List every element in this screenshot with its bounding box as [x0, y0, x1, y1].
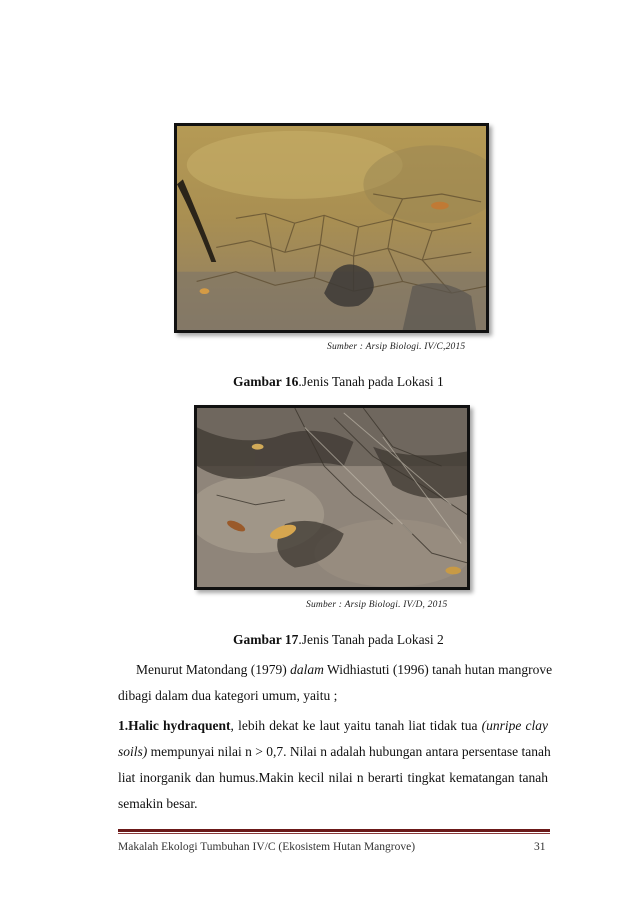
- figure-16-caption-text: .Jenis Tanah pada Lokasi 1: [298, 374, 444, 389]
- water-soil-image: [177, 126, 486, 330]
- footer-rule-thin: [118, 833, 550, 834]
- paragraph-text: mempunyai nilai n > 0,7. Nilai n adalah hubungan antara persentase tanah: [147, 744, 551, 759]
- paragraph-line: [118, 739, 551, 765]
- figure-16-caption: [233, 374, 444, 390]
- figure-17-photo: [194, 405, 470, 590]
- paragraph-text: , lebih dekat ke laut yaitu tanah liat tidak tua: [230, 718, 482, 733]
- paragraph-line: liat inorganik dan humus.Makin kecil nilai n berarti tingkat kematangan tanah: [118, 770, 548, 785]
- figure-17-caption: [233, 632, 444, 648]
- term-halic-hydraquent: 1.Halic hydraquent: [118, 718, 231, 733]
- paragraph-line: [118, 713, 548, 739]
- figure-16-source: Sumber : Arsip Biologi. IV/C,2015: [327, 342, 466, 352]
- figure-17-caption-text: .Jenis Tanah pada Lokasi 2: [298, 632, 444, 647]
- page-number: 31: [534, 841, 546, 853]
- paragraph-line: semakin besar.: [118, 796, 198, 811]
- paragraph-halic-hydraquent: [118, 713, 551, 817]
- paragraph-line: [118, 657, 553, 683]
- italic-dalam: dalam: [290, 662, 324, 677]
- italic-term: (unripe clay: [481, 718, 549, 733]
- paragraph-line: dibagi dalam dua kategori umum, yaitu ;: [118, 688, 338, 703]
- paragraph-text: Menurut Matondang (1979): [136, 662, 291, 677]
- paragraph-text: Widhiastuti (1996) tanah hutan mangrove: [323, 662, 553, 677]
- footer-rule: [118, 829, 550, 832]
- figure-17-source: Sumber : Arsip Biologi. IV/D, 2015: [306, 600, 448, 610]
- figure-16-photo: [174, 123, 489, 333]
- italic-term: soils): [118, 744, 148, 759]
- figure-16-label: Gambar 16: [233, 374, 299, 389]
- figure-17-label: Gambar 17: [233, 632, 299, 647]
- footer-title: Makalah Ekologi Tumbuhan IV/C (Ekosistem Hutan Mangrove): [118, 841, 416, 853]
- paragraph-matondang: [118, 657, 553, 709]
- dry-soil-image: [197, 408, 467, 587]
